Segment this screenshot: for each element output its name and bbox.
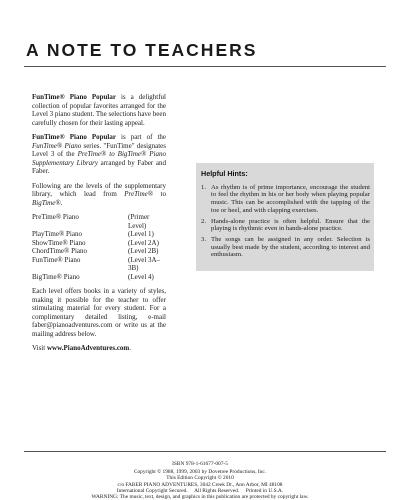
level-row: FunTime® Piano (Level 3A–3B) <box>32 255 161 272</box>
page-title: A NOTE TO TEACHERS <box>26 40 258 60</box>
product-name: FunTime® Piano Popular <box>32 133 116 141</box>
helpful-hints-box <box>196 163 374 271</box>
hint-item: 2. Hands-alone practice is often helpful. Ensure that the playing is rhythmic even in hands-alone practice. <box>201 217 370 233</box>
hint-item: 1. As rhythm is of prime importance, encourage the student to feel the rhythm in his or her body when playing popular music. This can be accomplished with the tapping of the toe or heel, and with clapping exercises. <box>201 183 370 214</box>
copyright-line: Copyright © 1988, 1999, 2003 by Dovetree Productions, Inc. <box>133 469 267 476</box>
rights-line: International Copyright Secured. All Rights Reserved. Printed in U.S.A. <box>116 487 284 494</box>
series-paragraph: FunTime® Piano Popular is part of the FunTime® Piano series. "FunTime" designates Level 3 of the PreTime® to BigTime® Piano Supplementary Library arranged by Faber and Faber. <box>32 133 166 175</box>
visit-line: Visit www.PianoAdventures.com. <box>32 344 132 352</box>
bottom-rule <box>24 451 386 452</box>
hint-item: 3. The songs can be assigned in any order. Selection is usually best made by the student, according to interest and enthusiasm. <box>201 235 370 259</box>
top-rule <box>24 66 386 67</box>
levels-list <box>32 213 166 281</box>
level-row: ShowTime® Piano (Level 2A) <box>32 238 159 247</box>
levels-intro-paragraph: Following are the levels of the supplementary library, which lead from PreTime® to BigTime®. <box>32 181 166 207</box>
level-row: BigTime® Piano (Level 4) <box>32 272 154 281</box>
website-link[interactable]: www.PianoAdventures.com <box>46 344 130 352</box>
offer-paragraph: Each level offers books in a variety of styles, making it possible for the teacher to offer stimulating material for every student. For a complimentary detailed listing, e-mail faber@pianoadventures.com or write us at the mailing address below. <box>32 287 166 338</box>
level-row: PlayTime® Piano (Level 1) <box>32 230 154 238</box>
intro-paragraph: FunTime® Piano Popular is a delightful collection of popular favorites arranged for the Level 3 piano student. The selections have been carefully chosen for their lasting appeal. <box>32 93 166 127</box>
product-name: FunTime® Piano Popular <box>32 93 116 101</box>
hints-title: Helpful Hints: <box>201 169 248 178</box>
level-row: PreTime® Piano (Primer Level) <box>32 213 150 230</box>
isbn: ISBN 978-1-61677-007-5 <box>172 461 228 467</box>
edition-line: This Edition Copyright © 2010 <box>166 475 234 482</box>
address-line: c/o FABER PIANO ADVENTURES, 3042 Creek Dr., Ann Arbor, MI 48108 <box>117 481 283 488</box>
level-row: ChordTime® Piano (Level 2B) <box>32 247 159 255</box>
intro-column <box>32 93 166 359</box>
warning-line: WARNING: The music, text, design, and graphics in this publication are protected by copyright law. <box>91 494 309 500</box>
copyright-footer <box>0 461 400 500</box>
